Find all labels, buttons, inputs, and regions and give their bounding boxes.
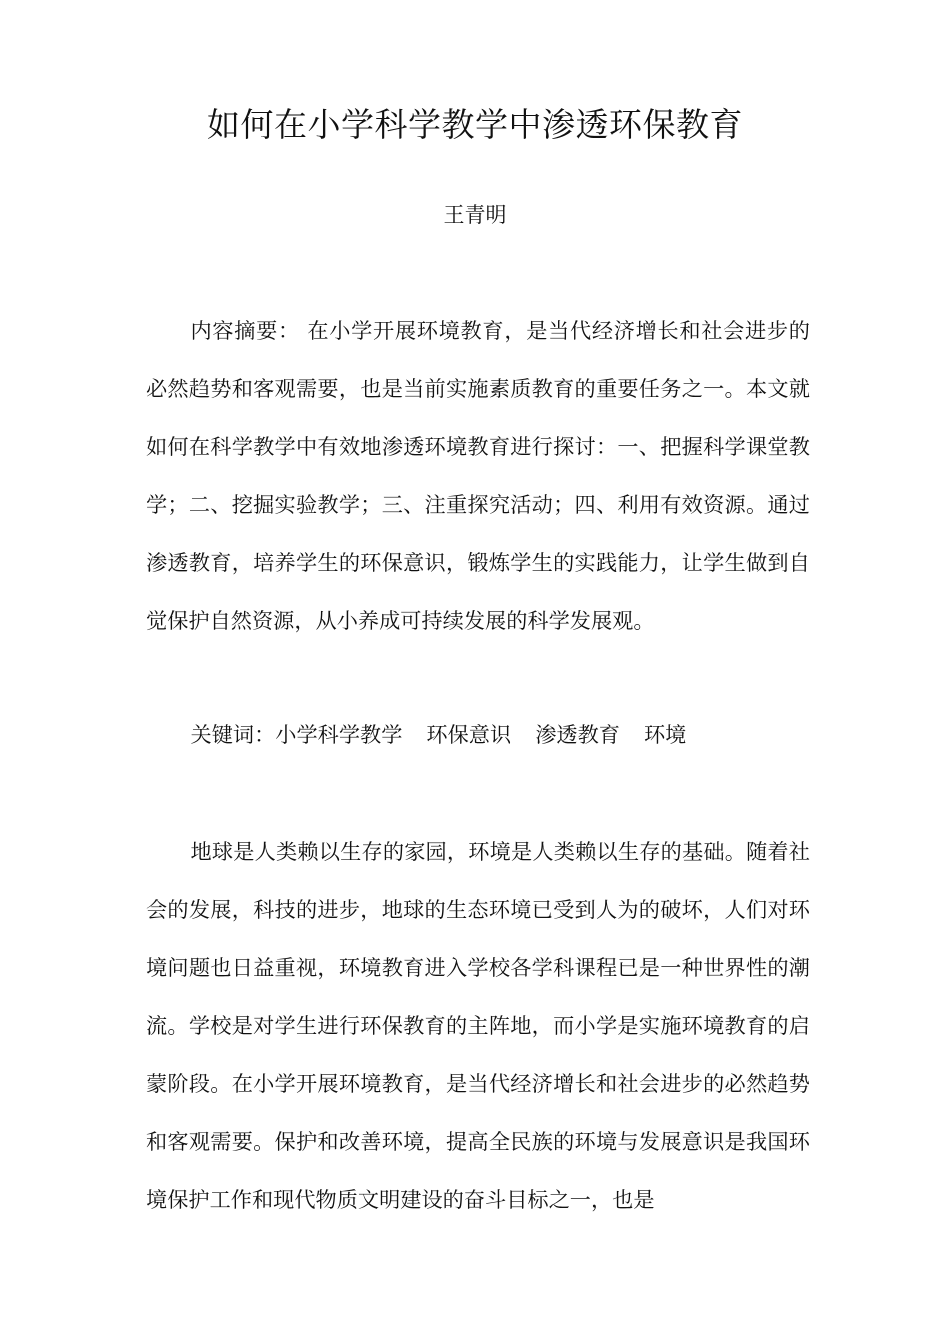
body-paragraph: 地球是人类赖以生存的家园，环境是人类赖以生存的基础。随着社会的发展，科技的进步，地球的生态环境已受到人为的破坏，人们对环境问题也日益重视，环境教育进入学校各学科课程已是一种世界性的潮流。学校是对学生进行环保教育的主阵地，而小学是实施环境教育的启蒙阶段。在小学开展环境教育，是当代经济增长和社会进步的必然趋势和客观需要。保护和改善环境，提高全民族的环境与发展意识是我国环境保护工作和现代物质文明建设的奋斗目标之一，也是 <box>146 839 810 1212</box>
abstract-paragraph <box>146 302 810 650</box>
document-author: 王青明 <box>443 203 507 227</box>
document-title: 如何在小学科学教学中渗透环保教育 <box>207 105 743 144</box>
keywords-paragraph <box>146 706 810 764</box>
keywords-label: 关键词： <box>190 722 276 747</box>
keyword-item: 渗透教育 <box>535 722 620 747</box>
keyword-item: 环境 <box>643 722 687 747</box>
abstract-text: 在小学开展环境教育，是当代经济增长和社会进步的必然趋势和客观需要，也是当前实施素质教育的重要任务之一。本文就如何在科学教学中有效地渗透环境教育进行探讨：一、把握科学课堂教学；二、挖掘实验教学；三、注重探究活动；四、利用有效资源。通过渗透教育，培养学生的环保意识，锻炼学生的实践能力，让学生做到自觉保护自然资源，从小养成可持续发展的科学发展观。 <box>146 318 810 633</box>
keyword-item: 小学科学教学 <box>275 722 403 747</box>
abstract-label: 内容摘要： <box>190 318 300 343</box>
keyword-item: 环保意识 <box>426 722 512 747</box>
